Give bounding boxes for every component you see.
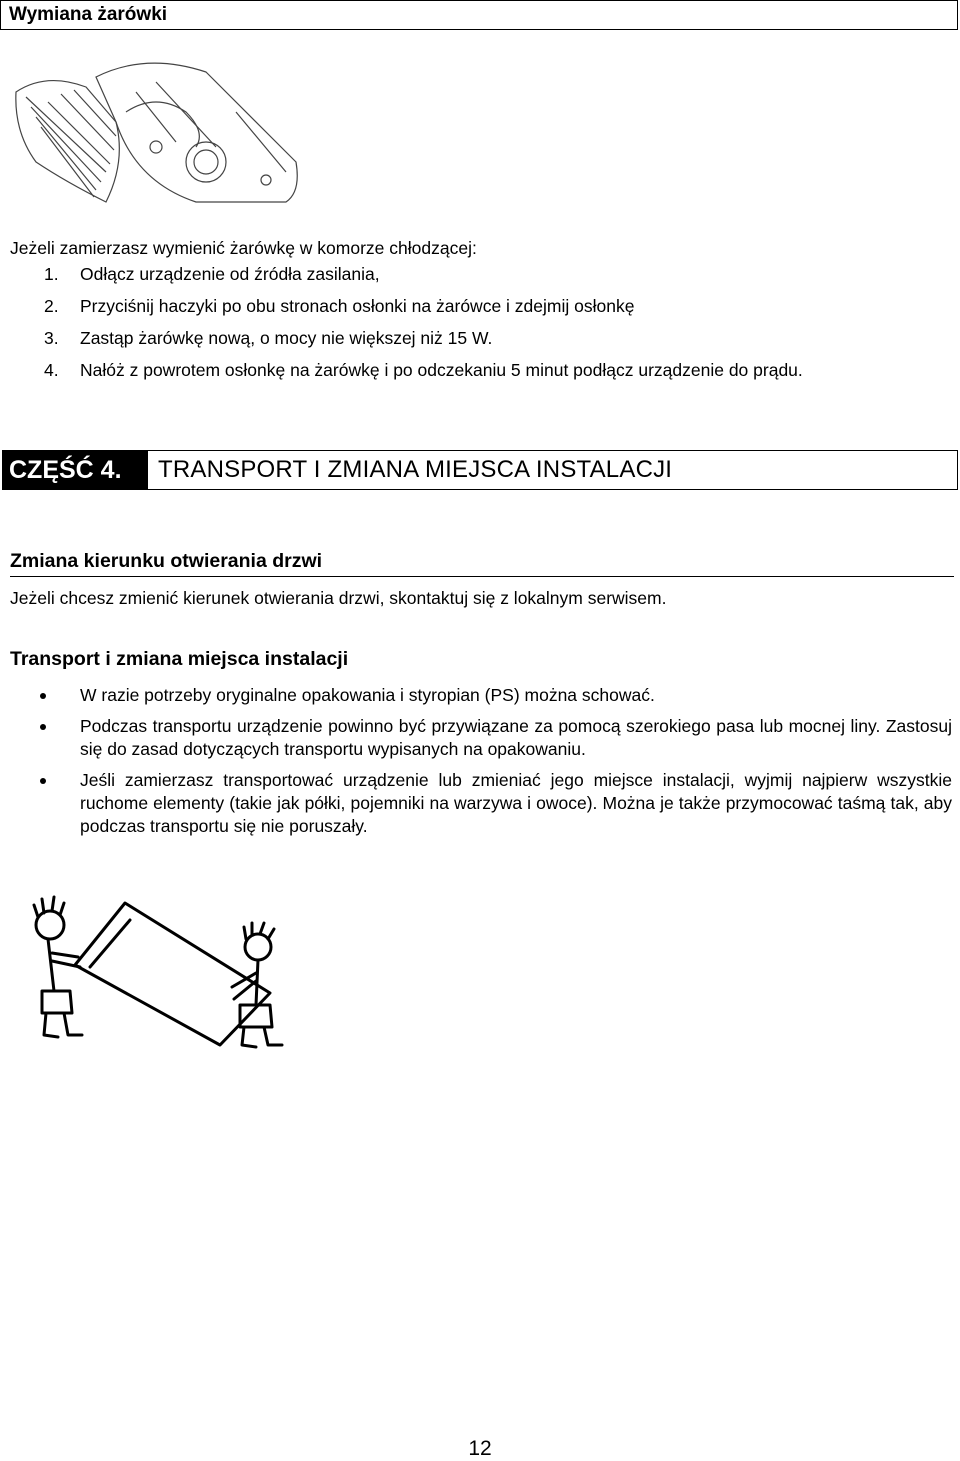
transport-heading: Transport i zmiana miejsca instalacji (10, 648, 349, 670)
step-text: Odłącz urządzenie od źródła zasilania, (80, 264, 380, 284)
door-text: Jeżeli chcesz zmienić kierunek otwierania drzwi, skontaktuj się z lokalnym serwisem. (10, 588, 667, 608)
bulb-steps-list (44, 264, 803, 392)
bullet-text: Podczas transportu urządzenie powinno być przywiązane za pomocą szerokiego pasa lub mocnej liny. Zastosuj się do zasad dotyczących transportu wypisanych na opakowaniu. (80, 716, 952, 759)
step-number: 2. (44, 296, 59, 316)
bullet-icon (38, 684, 80, 707)
list-item (44, 296, 803, 328)
section-number: CZĘŚĆ 4. (3, 451, 148, 489)
door-heading: Zmiana kierunku otwierania drzwi (10, 550, 954, 577)
list-item (44, 264, 803, 296)
step-text: Przyciśnij haczyki po obu stronach osłonki na żarówce i zdejmij osłonkę (80, 296, 635, 316)
list-item (38, 684, 952, 707)
step-text: Zastąp żarówkę nową, o mocy nie większej niż 15 W. (80, 328, 493, 348)
step-number: 1. (44, 264, 59, 284)
bullet-text: W razie potrzeby oryginalne opakowania i styropian (PS) można schować. (80, 685, 655, 705)
step-number: 3. (44, 328, 59, 348)
list-item (38, 769, 952, 838)
bullet-icon (38, 769, 80, 838)
two-people-carrying-fridge-illustration (30, 895, 340, 1055)
page-number: 12 (468, 1437, 492, 1460)
bullet-icon (38, 715, 80, 761)
list-item (44, 360, 803, 392)
step-number: 4. (44, 360, 59, 380)
lamp-cover-illustration (6, 52, 306, 210)
list-item (44, 328, 803, 360)
bullet-text: Jeśli zamierzasz transportować urządzenie lub zmieniać jego miejsce instalacji, wyjmij najpierw wszystkie ruchome elementy (takie jak półki, pojemniki na warzywa i owoce). Można je także przymocować taśmą tak, aby podczas transportu się nie poruszały. (80, 770, 952, 836)
step-text: Nałóż z powrotem osłonkę na żarówkę i po odczekaniu 5 minut podłącz urządzenie do prądu. (80, 360, 803, 380)
list-item (38, 715, 952, 761)
section-title: TRANSPORT I ZMIANA MIEJSCA INSTALACJI (158, 456, 673, 483)
transport-bullets (38, 684, 952, 846)
page-title: Wymiana żarówki (0, 0, 958, 30)
bulb-intro-text: Jeżeli zamierzasz wymienić żarówkę w komorze chłodzącej: (10, 238, 477, 258)
section-header (2, 450, 958, 490)
